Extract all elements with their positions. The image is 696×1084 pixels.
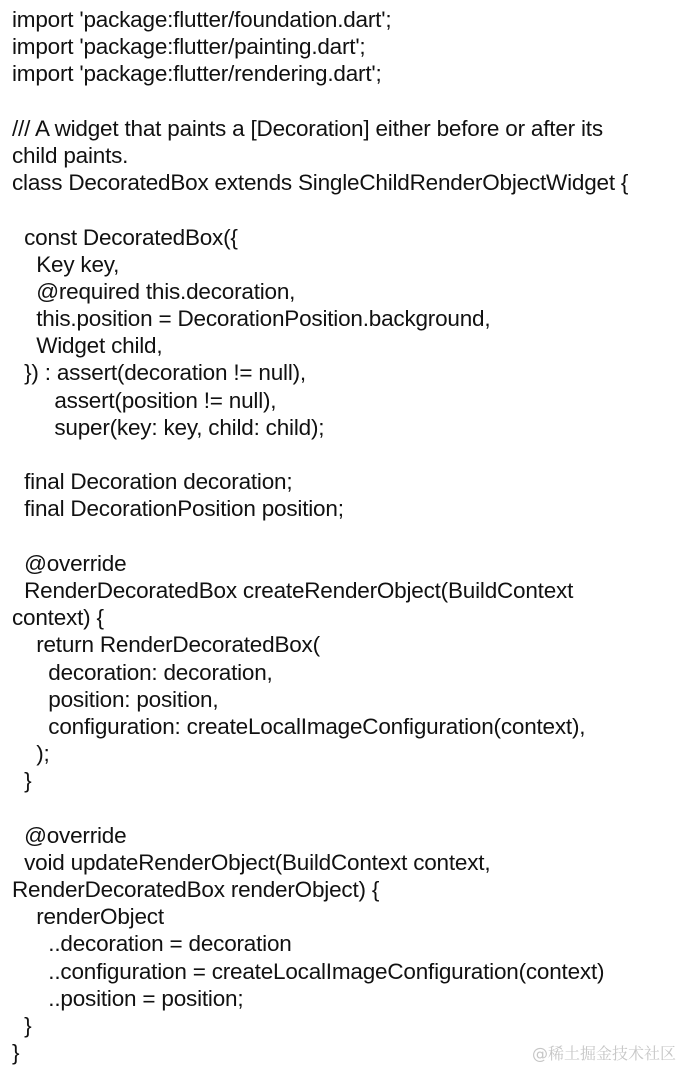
- code-line: super(key: key, child: child);: [12, 414, 325, 440]
- code-line: );: [12, 741, 50, 767]
- code-line: [12, 196, 684, 223]
- code-line: position: position,: [12, 686, 219, 712]
- code-line: }: [12, 1012, 32, 1038]
- code-line: this.position = DecorationPosition.background,: [12, 306, 491, 332]
- code-line: RenderDecoratedBox createRenderObject(BuildContext: [12, 577, 574, 603]
- code-line: assert(position != null),: [12, 387, 277, 413]
- code-line: decoration: decoration,: [12, 659, 273, 685]
- code-line: final Decoration decoration;: [12, 469, 293, 495]
- code-line: @override: [12, 822, 127, 848]
- code-line: final DecorationPosition position;: [12, 496, 344, 522]
- code-block: [12, 6, 684, 1066]
- code-line: ..decoration = decoration: [12, 931, 292, 957]
- code-line: context) {: [12, 605, 104, 631]
- code-line: }: [12, 1040, 20, 1066]
- code-line: RenderDecoratedBox renderObject) {: [12, 877, 380, 902]
- code-line: ..position = position;: [12, 985, 244, 1011]
- code-line: [12, 88, 684, 115]
- code-line: const DecoratedBox({: [12, 224, 238, 250]
- code-line: @required this.decoration,: [12, 278, 296, 304]
- code-line: import 'package:flutter/foundation.dart';: [12, 7, 392, 32]
- code-line: [12, 794, 684, 821]
- code-line: Key key,: [12, 251, 120, 277]
- code-line: class DecoratedBox extends SingleChildRenderObjectWidget {: [12, 170, 629, 196]
- code-line: ..configuration = createLocalImageConfiguration(context): [12, 958, 605, 984]
- code-line: import 'package:flutter/painting.dart';: [12, 34, 366, 60]
- watermark: @稀土掘金技术社区: [531, 1044, 676, 1063]
- code-line: return RenderDecoratedBox(: [12, 632, 320, 658]
- code-line: renderObject: [12, 904, 164, 930]
- code-line: import 'package:flutter/rendering.dart';: [12, 61, 382, 87]
- code-line: }: [12, 768, 32, 794]
- code-line: child paints.: [12, 142, 129, 168]
- code-line: @override: [12, 550, 127, 576]
- code-line: }) : assert(decoration != null),: [12, 360, 306, 386]
- code-line: [12, 523, 684, 550]
- code-line: void updateRenderObject(BuildContext context,: [12, 849, 491, 875]
- code-line: [12, 441, 684, 468]
- code-line: configuration: createLocalImageConfiguration(context),: [12, 713, 586, 739]
- code-line: Widget child,: [12, 333, 163, 359]
- code-line: /// A widget that paints a [Decoration] either before or after its: [12, 115, 603, 141]
